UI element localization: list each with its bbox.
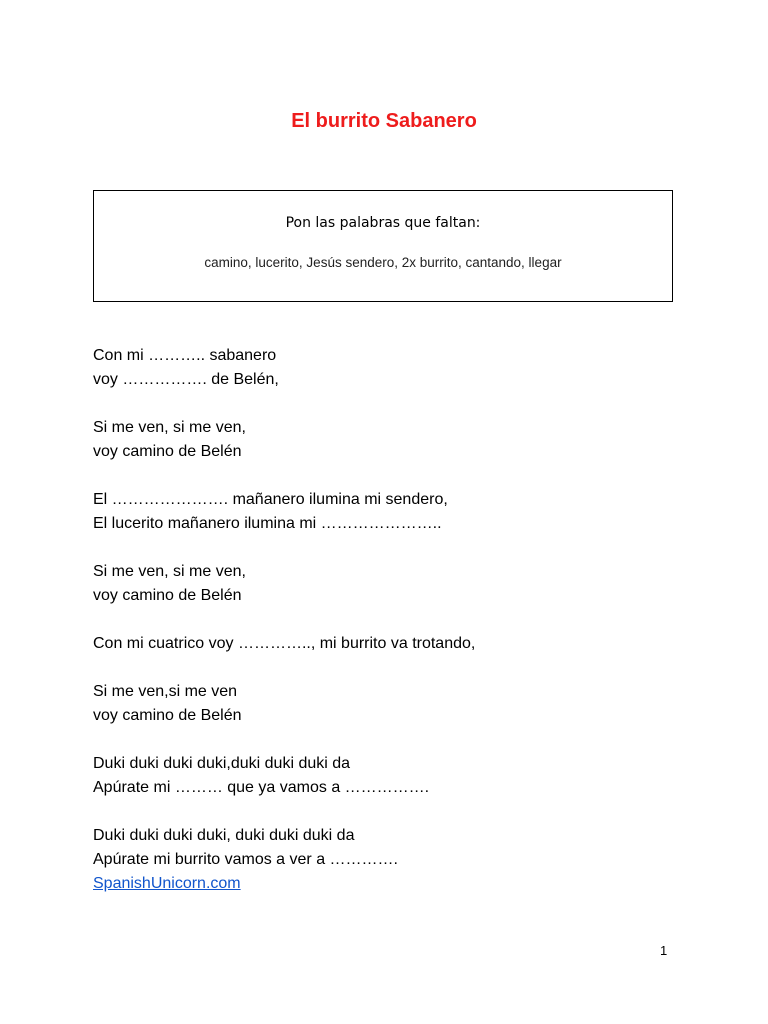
site-link[interactable]: SpanishUnicorn.com [93, 875, 241, 892]
lyric-line: Con mi cuatrico voy ………….., mi burrito va trotando, [93, 635, 476, 652]
stanza-gap [93, 656, 693, 680]
lyric-line: voy camino de Belén [93, 443, 242, 460]
lyric-line: Apúrate mi burrito vamos a ver a …………. [93, 851, 398, 868]
lyric-line: Si me ven, si me ven, [93, 419, 246, 436]
lyrics [93, 344, 693, 896]
instruction-heading: Pon las palabras que faltan: [285, 215, 481, 231]
lyric-line: Si me ven,si me ven [93, 683, 238, 700]
lyric-line: voy camino de Belén [93, 587, 242, 604]
stanza-gap [93, 800, 693, 824]
lyric-line: Apúrate mi ……… que ya vamos a ……………. [93, 779, 430, 796]
lyric-line: voy camino de Belén [93, 707, 242, 724]
lyric-line: Duki duki duki duki,duki duki duki da [93, 755, 351, 772]
stanza-gap [93, 728, 693, 752]
stanza-gap [93, 608, 693, 632]
page-title: El burrito Sabanero [291, 110, 477, 132]
word-bank: camino, lucerito, Jesús sendero, 2x burrito, cantando, llegar [204, 255, 562, 270]
stanza-gap [93, 536, 693, 560]
instruction-box [93, 190, 673, 302]
stanza-gap [93, 464, 693, 488]
lyric-line: El lucerito mañanero ilumina mi ………………….. [93, 515, 442, 532]
lyric-line: Con mi ……….. sabanero [93, 347, 277, 364]
lyric-line: El …………………. mañanero ilumina mi sendero, [93, 491, 448, 508]
stanza-gap [93, 392, 693, 416]
page-number: 1 [660, 943, 668, 958]
lyric-line: Si me ven, si me ven, [93, 563, 246, 580]
lyric-line: Duki duki duki duki, duki duki duki da [93, 827, 355, 844]
lyric-line: voy ……………. de Belén, [93, 371, 279, 388]
